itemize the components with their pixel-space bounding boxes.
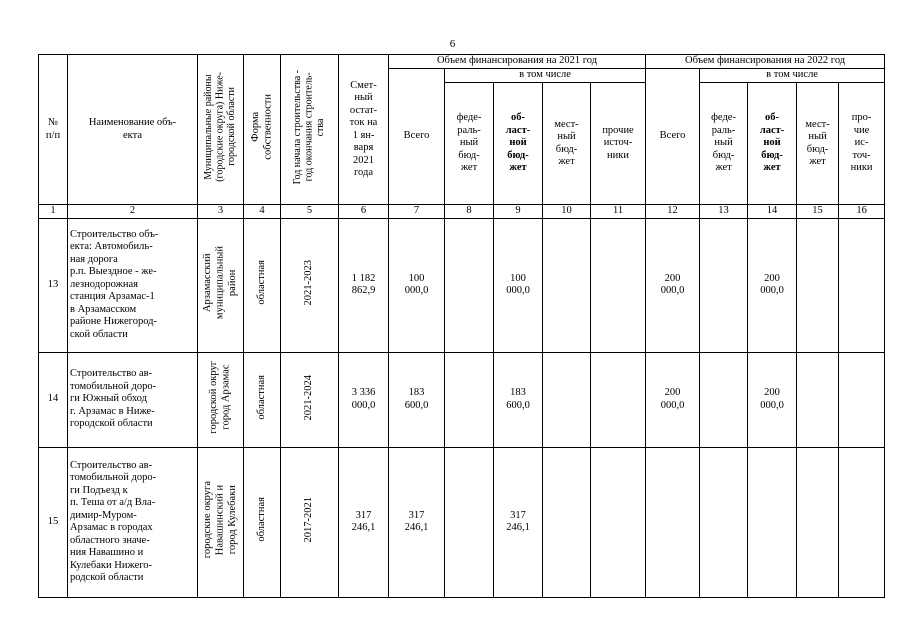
row-regional-2021: 317 246,1 bbox=[494, 447, 543, 597]
column-number-row bbox=[39, 205, 885, 219]
row-other-2021 bbox=[591, 218, 646, 352]
row-other-2022 bbox=[839, 447, 885, 597]
header-ownership: Форма собственности bbox=[244, 55, 281, 205]
row-years: 2021-2023 bbox=[281, 218, 339, 352]
row-district: Арзамасский муниципальный район bbox=[198, 218, 244, 352]
header-local-2022: мест- ный бюд- жет bbox=[797, 83, 839, 205]
header-num: № п/п bbox=[39, 55, 68, 205]
table-row bbox=[39, 352, 885, 447]
col-number: 4 bbox=[244, 205, 281, 219]
header-district: Муниципальные районы (городские округа) Ниже- городской области bbox=[198, 55, 244, 205]
header-federal-2021: феде- раль- ный бюд- жет bbox=[445, 83, 494, 205]
header-other-2021: прочие источ- ники bbox=[591, 83, 646, 205]
col-number: 8 bbox=[445, 205, 494, 219]
financing-table bbox=[38, 54, 885, 598]
row-ownership: областная bbox=[244, 447, 281, 597]
row-federal-2021 bbox=[445, 218, 494, 352]
col-number: 9 bbox=[494, 205, 543, 219]
row-federal-2022 bbox=[700, 352, 748, 447]
row-district: городской округ город Арзамас bbox=[198, 352, 244, 447]
header-other-2022: про- чие ис- точ- ники bbox=[839, 83, 885, 205]
row-other-2022 bbox=[839, 218, 885, 352]
row-ownership: областная bbox=[244, 218, 281, 352]
col-number: 16 bbox=[839, 205, 885, 219]
row-regional-2022 bbox=[748, 447, 797, 597]
page-number: 6 bbox=[449, 38, 456, 50]
header-total-2021: Всего bbox=[389, 69, 445, 205]
header-fin-2021: Объем финансирования на 2021 год bbox=[389, 55, 646, 69]
row-federal-2021 bbox=[445, 447, 494, 597]
row-other-2021 bbox=[591, 447, 646, 597]
row-name: Строительство ав- томобильной доро- ги Подъезд к п. Теша от а/д Вла- димир-Муром- Арзамас в городах областного значе- ния Навашино и Кулебаки Нижего- родской области bbox=[68, 447, 198, 597]
row-regional-2021: 183 600,0 bbox=[494, 352, 543, 447]
row-years: 2017-2021 bbox=[281, 447, 339, 597]
table-row bbox=[39, 218, 885, 352]
row-total-2021: 100 000,0 bbox=[389, 218, 445, 352]
table-row bbox=[39, 447, 885, 597]
row-num: 14 bbox=[39, 352, 68, 447]
col-number: 3 bbox=[198, 205, 244, 219]
row-federal-2021 bbox=[445, 352, 494, 447]
col-number: 7 bbox=[389, 205, 445, 219]
row-total-2021: 317 246,1 bbox=[389, 447, 445, 597]
row-total-2022: 200 000,0 bbox=[646, 218, 700, 352]
col-number: 1 bbox=[39, 205, 68, 219]
header-incl-2022: в том числе bbox=[700, 69, 885, 83]
row-estimate: 3 336 000,0 bbox=[339, 352, 389, 447]
col-number: 15 bbox=[797, 205, 839, 219]
row-ownership: областная bbox=[244, 352, 281, 447]
row-name: Строительство объ- екта: Автомобиль- ная дорога р.п. Выездное - же- лезнодорожная станция Арзамас-1 в Арзамасском районе Нижегород- ской области bbox=[68, 218, 198, 352]
row-years: 2021-2024 bbox=[281, 352, 339, 447]
row-other-2021 bbox=[591, 352, 646, 447]
col-number: 10 bbox=[543, 205, 591, 219]
row-local-2022 bbox=[797, 447, 839, 597]
header-local-2021: мест- ный бюд- жет bbox=[543, 83, 591, 205]
col-number: 12 bbox=[646, 205, 700, 219]
row-num: 13 bbox=[39, 218, 68, 352]
row-district: городские округа Навашинский и город Кулебаки bbox=[198, 447, 244, 597]
row-regional-2022: 200 000,0 bbox=[748, 352, 797, 447]
row-local-2022 bbox=[797, 218, 839, 352]
col-number: 14 bbox=[748, 205, 797, 219]
row-local-2022 bbox=[797, 352, 839, 447]
header-name: Наименование объ- екта bbox=[68, 55, 198, 205]
col-number: 5 bbox=[281, 205, 339, 219]
header-years: Год начала строительства - год окончания строитель- ства bbox=[281, 55, 339, 205]
row-local-2021 bbox=[543, 218, 591, 352]
row-local-2021 bbox=[543, 447, 591, 597]
header-regional-2022: об- ласт- ной бюд- жет bbox=[748, 83, 797, 205]
row-num: 15 bbox=[39, 447, 68, 597]
col-number: 2 bbox=[68, 205, 198, 219]
header-total-2022: Всего bbox=[646, 69, 700, 205]
header-estimate: Смет- ный остат- ток на 1 ян- варя 2021 года bbox=[339, 55, 389, 205]
col-number: 11 bbox=[591, 205, 646, 219]
row-name: Строительство ав- томобильной доро- ги Южный обход г. Арзамас в Ниже- городской области bbox=[68, 352, 198, 447]
header-incl-2021: в том числе bbox=[445, 69, 646, 83]
row-total-2022 bbox=[646, 447, 700, 597]
row-estimate: 1 182 862,9 bbox=[339, 218, 389, 352]
row-federal-2022 bbox=[700, 218, 748, 352]
col-number: 6 bbox=[339, 205, 389, 219]
header-fin-2022: Объем финансирования на 2022 год bbox=[646, 55, 885, 69]
row-total-2021: 183 600,0 bbox=[389, 352, 445, 447]
col-number: 13 bbox=[700, 205, 748, 219]
row-local-2021 bbox=[543, 352, 591, 447]
header-federal-2022: феде- раль- ный бюд- жет bbox=[700, 83, 748, 205]
row-estimate: 317 246,1 bbox=[339, 447, 389, 597]
row-total-2022: 200 000,0 bbox=[646, 352, 700, 447]
row-other-2022 bbox=[839, 352, 885, 447]
row-federal-2022 bbox=[700, 447, 748, 597]
header-regional-2021: об- ласт- ной бюд- жет bbox=[494, 83, 543, 205]
row-regional-2022: 200 000,0 bbox=[748, 218, 797, 352]
row-regional-2021: 100 000,0 bbox=[494, 218, 543, 352]
